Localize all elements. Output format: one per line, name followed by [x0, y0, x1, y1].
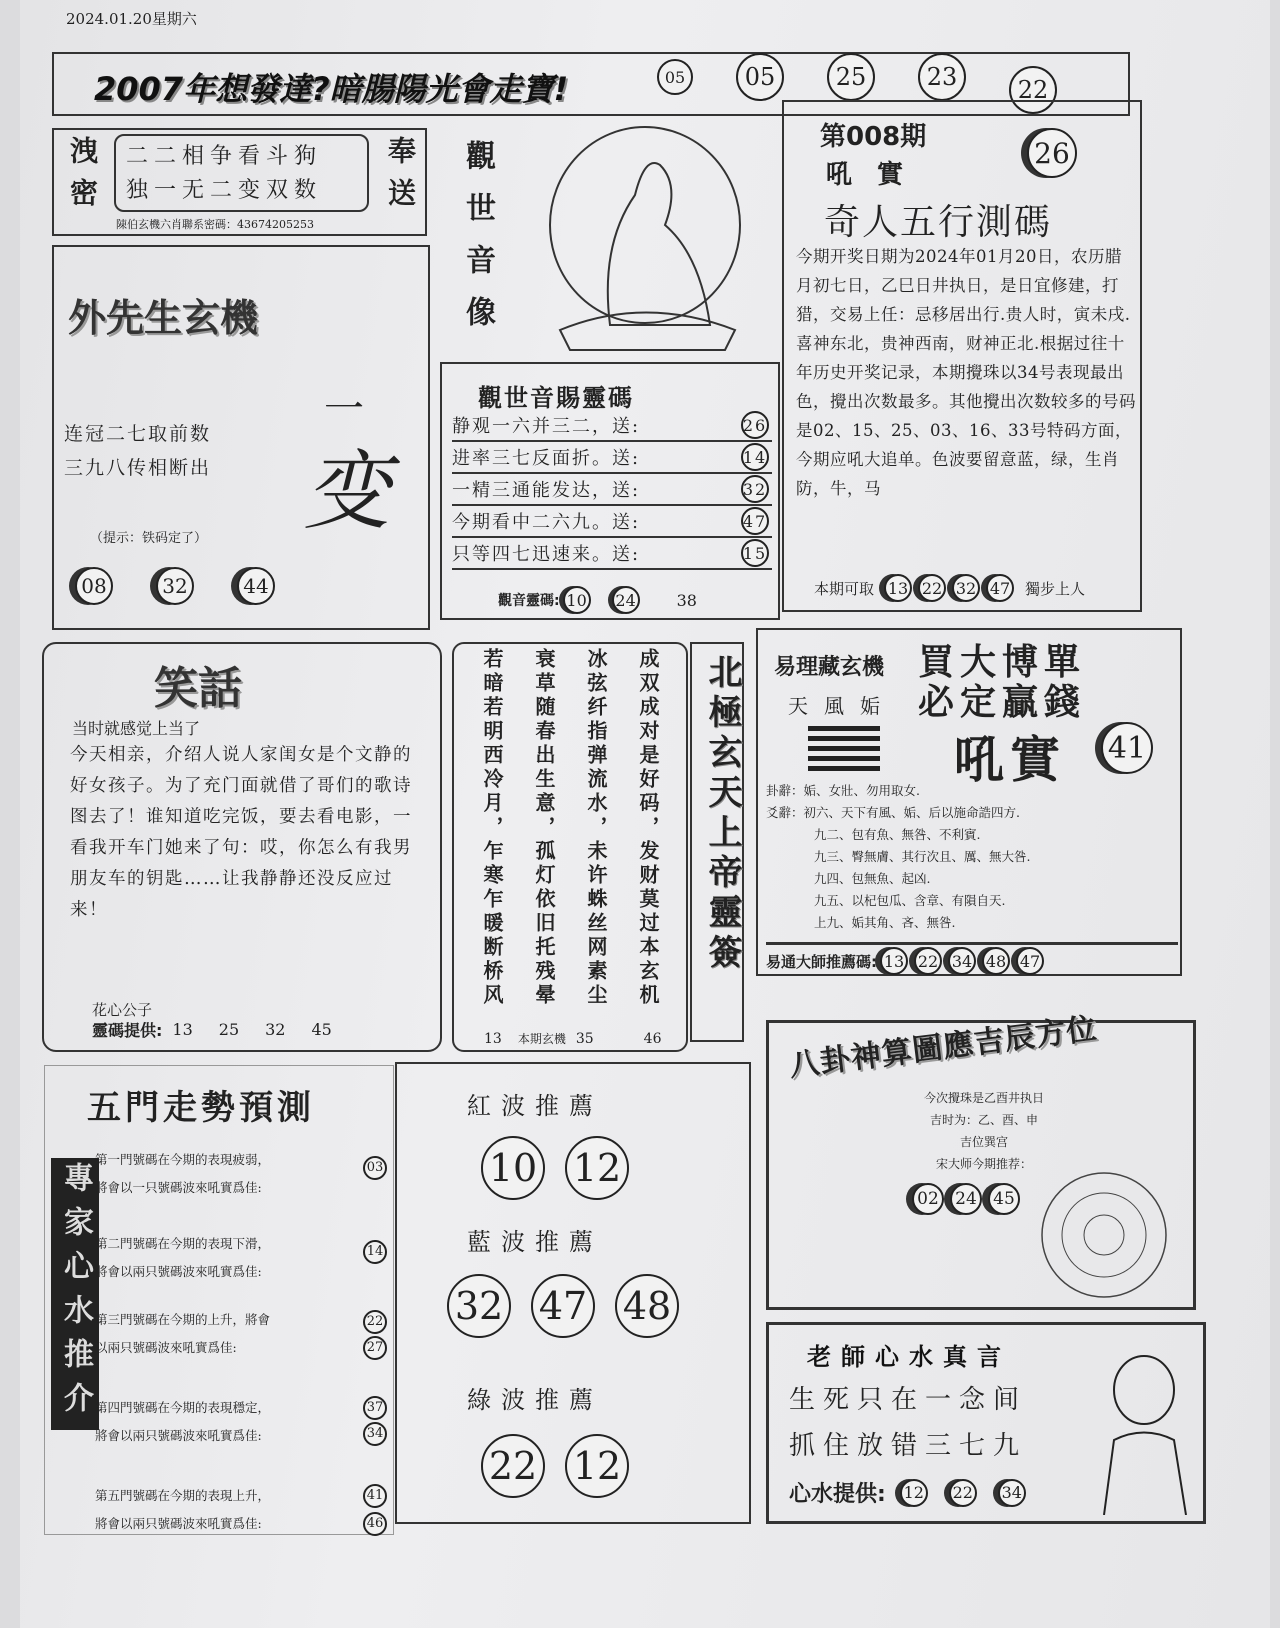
zhenyan-poem: [789, 1377, 1027, 1469]
issue-number: 第008期: [820, 122, 927, 152]
text-line: 吉时为：乙、酉、申: [929, 1113, 1038, 1127]
wumen-item: [95, 1230, 390, 1306]
wuxing-box: [782, 100, 1142, 612]
poem-column: 若暗若明西冷月，乍寒乍暖断桥风: [480, 648, 504, 1008]
joke-numbers: [92, 1018, 332, 1041]
number-ball: 08: [75, 567, 113, 605]
number-ball: 27: [363, 1336, 387, 1360]
wumen-item: [95, 1394, 390, 1482]
text-line: 九二、包有魚、無咎、不利賓.: [814, 827, 981, 842]
xuanji-balls: [72, 567, 278, 605]
number-text: 13: [484, 1030, 502, 1047]
number-ball: 22: [481, 1434, 545, 1498]
joke-subtitle: 当时就感觉上当了: [72, 719, 201, 738]
number-ball: 13: [880, 947, 908, 975]
number-ball: 47: [741, 507, 769, 535]
row-text: 只等四七迅速来。送:: [452, 544, 641, 565]
guanyin-illustration: [540, 125, 750, 355]
lingma-row: [452, 410, 772, 442]
hou-label: 吼 實: [826, 160, 912, 190]
date: 2024.01.20星期六: [66, 10, 197, 28]
number-ball: 46: [363, 1512, 387, 1536]
number-ball: 26: [1027, 128, 1077, 178]
text-line: 宋大师今期推荐：: [935, 1157, 1032, 1171]
handwriting-one: 一: [324, 386, 364, 432]
number-ball: 32: [156, 567, 194, 605]
number-ball: 32: [447, 1274, 511, 1338]
hou-label: 吼實: [954, 731, 1066, 789]
lingma-row: [452, 538, 772, 570]
number-ball: 34: [998, 1479, 1026, 1507]
numbers-label: 心水提供:: [789, 1482, 886, 1507]
wumen-item: [95, 1146, 390, 1230]
red-wave-numbers: [471, 1136, 639, 1200]
lingma-box: [440, 362, 780, 620]
number-ball: 37: [363, 1396, 387, 1420]
row-text: 一精三通能发达，送:: [452, 480, 641, 501]
wumen-item: [95, 1482, 390, 1542]
number-ball: 34: [948, 947, 976, 975]
bagua-compass-illustration: [1024, 1163, 1184, 1303]
row-text: 今期看中二六九。送:: [452, 512, 641, 533]
gua-name: 天風姤: [788, 694, 896, 718]
footer-label: 本期玄機: [517, 1032, 566, 1046]
number-text: 32: [265, 1020, 286, 1039]
yili-rec: [766, 942, 1178, 975]
hint-text: （提示：铁码定了）: [90, 531, 208, 546]
item-line: 將會以一只號碼波來吼實爲佳:: [95, 1180, 262, 1195]
number-ball: 32: [952, 574, 980, 602]
bagua-box: [766, 1011, 1196, 1310]
contact-text: 陳伯玄機六肖聯系密碼：43674205253: [116, 218, 314, 231]
poem-column: 衰草随春出生意，孤灯依旧托残晕: [532, 648, 556, 1008]
take-label: 本期可取: [814, 579, 875, 598]
number-ball: 25: [827, 53, 875, 101]
poem-line: 二二相争看斗狗: [126, 144, 323, 169]
number-ball: 32: [741, 475, 769, 503]
zhenyan-numbers: [789, 1477, 1029, 1508]
wuxing-title: 奇人五行測碼: [824, 202, 1053, 243]
row-text: 进率三七反面折。送:: [452, 448, 641, 469]
joke-title: 笑話: [154, 663, 242, 714]
number-ball: 48: [615, 1274, 679, 1338]
gift-label: 奉送: [384, 136, 417, 220]
trigram-icon: [808, 726, 880, 771]
number-text: 46: [643, 1030, 662, 1047]
poem-columns: [466, 648, 674, 1026]
wuxing-text: 今期开奖日期为2024年01月20日，农历腊月初七日，乙巳日井执日，是日宜修建，打猎，交易上任：忌移居出行.贵人时，寅未戌.喜神东北，贵神西南，财神正北.根据过往十年历史开奖记录，本期攪珠以34号表现最出色，攪出次数最多。其他攪出次数较多的号码是02、15、25、03、16、33号特码方面，今期应吼大追单。色波要留意蓝，绿，生肖防，牛，马: [796, 247, 1136, 498]
number-text: 25: [218, 1020, 240, 1039]
number-ball: 02: [912, 1183, 944, 1215]
gua-text: [766, 780, 1030, 934]
number-text: 45: [311, 1020, 332, 1039]
text-line: 上九、姤其角、吝、無咎.: [814, 915, 956, 930]
number-text: 13: [172, 1020, 193, 1039]
leak-poem: [114, 134, 369, 212]
slogan-2: 必定贏錢: [918, 682, 1087, 723]
item-line: 將會以兩只號碼波來吼實爲佳:: [95, 1264, 262, 1279]
banner-title: 2007年想發達?暗腸陽光會走寶!: [94, 70, 569, 108]
text-line: 九四、包無魚、起凶.: [814, 871, 931, 886]
joke-author: 花心公子: [92, 1001, 153, 1019]
number-ball: 10: [563, 586, 591, 614]
text-line: 今次攪珠是乙酉井执日: [923, 1091, 1044, 1105]
item-line: 第二門號碼在今期的表現下滑，: [95, 1236, 271, 1251]
footer-label: 觀音靈碼:: [498, 593, 560, 609]
text-line: 爻辭：初六、天下有風、姤、后以施命誥四方.: [766, 805, 1020, 820]
number-ball: 22: [363, 1310, 387, 1334]
text-line: 九三、臀無膚、其行次且、厲、無大咎.: [814, 849, 1031, 864]
number-ball: 05: [657, 59, 693, 95]
wumen-side-title: 專家心水推介: [51, 1158, 99, 1430]
number-ball: 22: [949, 1479, 977, 1507]
poem-footer: [484, 1030, 662, 1047]
poem-line: 连冠二七取前数: [64, 423, 212, 445]
number-ball: 15: [741, 539, 769, 567]
lingma-row: [452, 442, 772, 474]
poem-column: 冰弦纤指弹流水，未许蛛丝网素尘: [584, 648, 608, 1008]
number-ball: 12: [900, 1479, 928, 1507]
bagua-numbers: [909, 1183, 1023, 1215]
number-ball: 12: [565, 1434, 629, 1498]
number-ball: 10: [481, 1136, 545, 1200]
green-wave-title: 綠波推薦: [467, 1386, 603, 1414]
wave-section: [395, 1062, 751, 1524]
handwriting-change: 变: [304, 442, 390, 542]
number-ball: 22: [914, 947, 942, 975]
number-ball: 22: [918, 574, 946, 602]
bagua-title: 八卦神算圖應吉辰方位: [787, 1011, 1100, 1084]
wumen-section: [44, 1065, 394, 1535]
item-line: 第四門號碼在今期的表現穩定，: [95, 1400, 271, 1415]
xuanji-box: [52, 245, 430, 630]
bagua-text: [899, 1087, 1069, 1175]
text-line: 卦辭：姤、女壯、勿用取女.: [766, 783, 920, 798]
lingma-row: [452, 506, 772, 538]
poem-line: 独一无二变双数: [126, 178, 323, 203]
side-title-box: [690, 642, 744, 1042]
number-ball: 34: [363, 1422, 387, 1446]
blue-wave-numbers: [437, 1274, 689, 1338]
joke-text: 今天相亲，介绍人说人家闺女是个文静的好女孩子。为了充门面就借了哥们的歌诗图去了！谁知道吃完饭，要去看电影，一看我开车门她来了句：哎，你怎么有我男朋友车的钥匙……让我静静还没反应过来！: [70, 745, 412, 920]
number-ball: 05: [736, 53, 784, 101]
wuxing-take: [814, 574, 1085, 602]
zhenyan-title: 老師心水真言: [807, 1343, 1011, 1371]
number-ball: 47: [1016, 947, 1044, 975]
number-text: 35: [575, 1030, 594, 1047]
item-line: 第一門號碼在今期的表現疲弱，: [95, 1152, 271, 1167]
poem-box: [452, 642, 688, 1052]
number-ball: 48: [982, 947, 1010, 975]
item-line: 第五門號碼在今期的表現上升，: [95, 1488, 271, 1503]
number-ball: 14: [741, 443, 769, 471]
number-ball: 22: [1009, 66, 1057, 114]
item-line: 以兩只號碼波來吼實爲佳:: [95, 1340, 237, 1355]
number-ball: 03: [363, 1156, 387, 1180]
leak-label: 洩密: [66, 136, 99, 220]
side-title: 北極玄天上帝靈簽: [702, 654, 742, 974]
number-ball: 47: [531, 1274, 595, 1338]
poem-column: 成双成对是好码，发财莫过本玄机: [636, 648, 660, 1008]
number-text: 38: [676, 590, 697, 610]
blue-wave-title: 藍波推薦: [467, 1228, 603, 1256]
number-ball: 47: [986, 574, 1014, 602]
wumen-title: 五門走勢預測: [87, 1088, 315, 1128]
poem-line: 生死只在一念间: [789, 1385, 1028, 1415]
number-ball: 14: [363, 1240, 387, 1264]
yili-title: 易理藏玄機: [774, 655, 885, 680]
number-ball: 41: [363, 1484, 387, 1508]
poem-line: 抓住放错三七九: [789, 1431, 1028, 1461]
item-line: 將會以兩只號碼波來吼實爲佳:: [95, 1428, 262, 1443]
item-line: 第三門號碼在今期的上升，將會: [95, 1312, 271, 1327]
number-ball: 41: [1101, 722, 1153, 774]
row-text: 静观一六并三二，送:: [452, 416, 641, 437]
rec-label: 易通大師推薦碼:: [766, 952, 877, 971]
zhenyan-box: [766, 1322, 1206, 1524]
lingma-rows: [452, 410, 772, 570]
lingma-row: [452, 474, 772, 506]
green-wave-numbers: [471, 1434, 639, 1498]
red-wave-title: 紅波推薦: [467, 1092, 603, 1120]
lingma-title: 觀世音賜靈碼: [478, 384, 634, 412]
item-line: 將會以兩只號碼波來吼實爲佳:: [95, 1516, 262, 1531]
number-ball: 24: [950, 1183, 982, 1215]
old-man-cartoon: [1094, 1345, 1194, 1515]
number-ball: 13: [884, 574, 912, 602]
wumen-item: [95, 1306, 390, 1394]
number-ball: 12: [565, 1136, 629, 1200]
leak-box: [52, 128, 427, 236]
author: 獨步上人: [1025, 579, 1086, 598]
slogan-1: 買大博單: [918, 642, 1087, 683]
guanyin-title: 觀世音像: [460, 140, 495, 348]
numbers-label: 靈碼提供:: [92, 1021, 163, 1040]
number-ball: 23: [918, 53, 966, 101]
poem-line: 三九八传相断出: [64, 457, 212, 479]
xuanji-poem: [64, 417, 211, 485]
number-ball: 45: [988, 1183, 1020, 1215]
joke-box: [42, 642, 442, 1052]
text-line: 九五、以杞包瓜、含章、有隕自天.: [814, 893, 1006, 908]
number-ball: 44: [237, 567, 275, 605]
number-ball: 24: [612, 586, 640, 614]
text-line: 吉位巽宫: [959, 1135, 1008, 1149]
number-ball: 26: [741, 411, 769, 439]
yili-box: [756, 628, 1182, 976]
xuanji-title: 外先生玄機: [68, 296, 259, 340]
lingma-footer: [498, 586, 697, 614]
wumen-items: [95, 1146, 390, 1542]
